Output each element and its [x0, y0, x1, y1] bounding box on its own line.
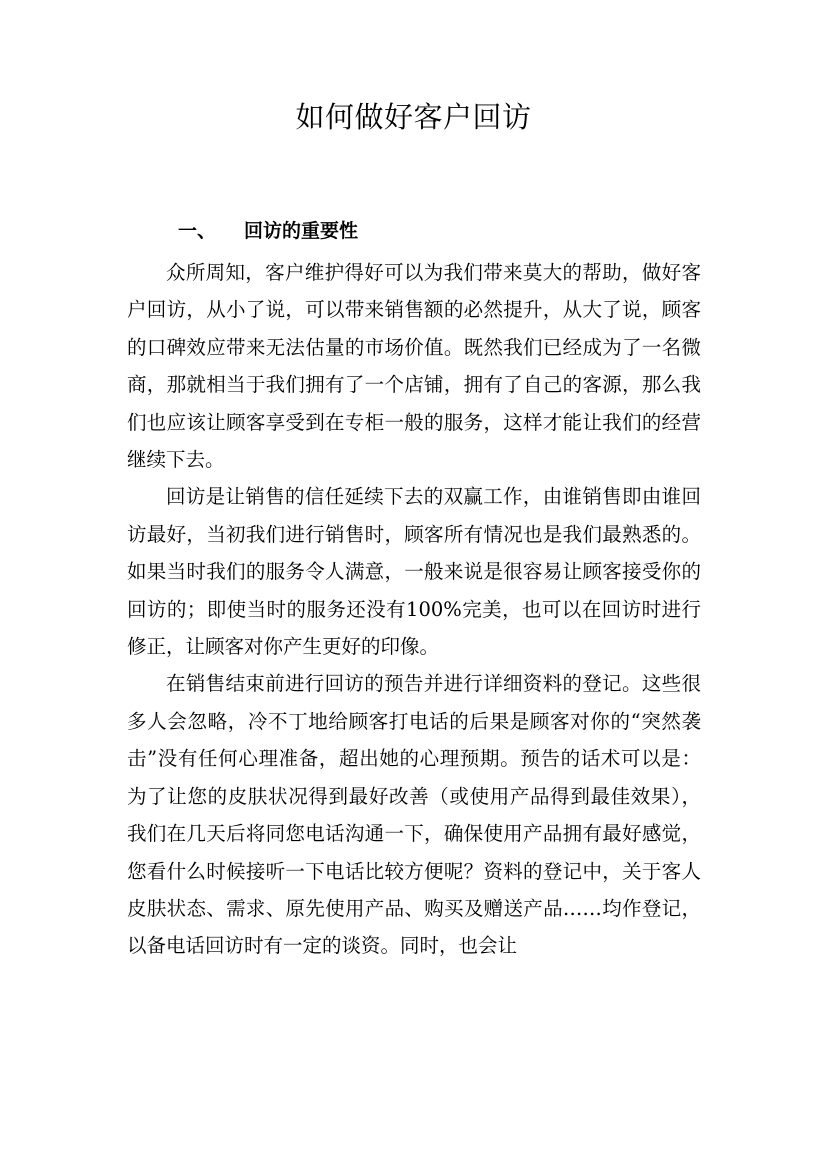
paragraph-1: 众所周知，客户维护得好可以为我们带来莫大的帮助，做好客户回访，从小了说，可以带来销售额的必然提升，从大了说，顾客的口碑效应带来无法估量的市场价值。既然我们已经成为了一名微商，那就相当于我们拥有了一个店铺，拥有了自己的客源，那么我们也应该让顾客享受到在专柜一般的服务，这样才能让我们的经营继续下去。 — [127, 261, 701, 472]
section-number: 一、 — [178, 220, 217, 242]
body-text — [127, 254, 701, 965]
paragraph-3: 在销售结束前进行回访的预告并进行详细资料的登记。这些很多人会忽略，冷不丁地给顾客打电话的后果是顾客对你的“突然袭击”没有任何心理准备，超出她的心理预期。预告的话术可以是：为了让您的皮肤状况得到最好改善（或使用产品得到最佳效果），我们在几天后将同您电话沟通一下，确保使用产品拥有最好感觉，您看什么时候接听一下电话比较方便呢？资料的登记中，关于客人皮肤状态、需求、原先使用产品、购买及赠送产品……均作登记，以备电话回访时有一定的谈资。同时，也会让 — [127, 672, 701, 958]
section-heading — [178, 214, 358, 248]
document-title: 如何做好客户回访 — [295, 100, 532, 134]
paragraph-2: 回访是让销售的信任延续下去的双赢工作，由谁销售即由谁回访最好，当初我们进行销售时，顾客所有情况也是我们最熟悉的。如果当时我们的服务令人满意，一般来说是很容易让顾客接受你的回访的；即使当时的服务还没有100%完美，也可以在回访时进行修正，让顾客对你产生更好的印像。 — [127, 485, 701, 659]
section-title: 回访的重要性 — [244, 220, 359, 242]
